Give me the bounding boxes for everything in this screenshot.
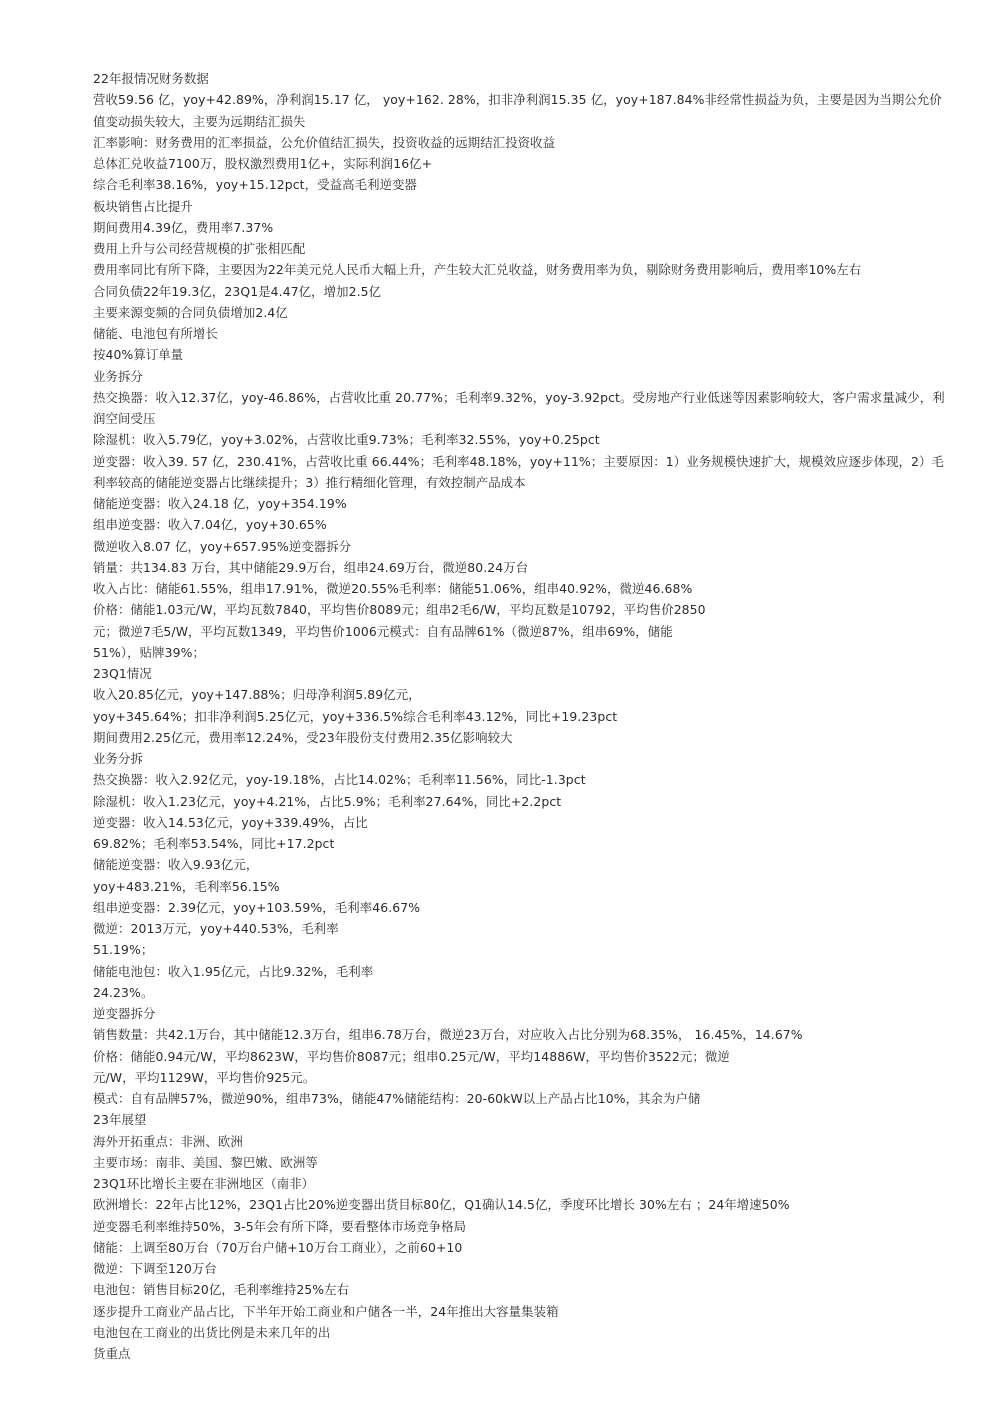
text-line: 微逆收入8.07 亿，yoy+657.95%逆变器拆分 bbox=[93, 538, 352, 554]
section-heading: 业务拆分 bbox=[93, 368, 143, 384]
text-line: 热交换器：收入12.37亿，yoy-46.86%，占营收比重 20.77%；毛利率9.32%，yoy-3.92pct。受房地产行业低迷等因素影响较大，客户需求量减少，利润空间受压 bbox=[93, 389, 945, 426]
text-line: 逆变器：收入39. 57 亿，230.41%，占营收比重 66.44%；毛利率48.18%，yoy+11%；主要原因：1）业务规模快速扩大，规模效应逐步体现，2）毛利率较高的储能逆变器占比继续提升；3）推行精细化管理，有效控制产品成本 bbox=[93, 453, 945, 490]
text-line: 海外开拓重点：非洲、欧洲 bbox=[93, 1133, 243, 1149]
text-line: 销量：共134.83 万台，其中储能29.9万台，组串24.69万台，微逆80.24万台 bbox=[93, 559, 529, 575]
text-line: 23Q1环比增长主要在非洲地区（南非） bbox=[93, 1176, 315, 1191]
text-line: 微逆：下调至120万台 bbox=[93, 1261, 217, 1276]
text-line: 主要市场：南非、美国、黎巴嫩、欧洲等 bbox=[93, 1154, 318, 1170]
text-line: 主要来源变频的合同负债增加2.4亿 bbox=[93, 304, 288, 320]
text-line: 价格：储能1.03元/W，平均瓦数7840，平均售价8089元；组串2毛6/W，平均瓦数是10792，平均售价2850 bbox=[93, 602, 706, 618]
text-line: 组串逆变器：收入7.04亿，yoy+30.65% bbox=[93, 517, 327, 533]
text-line: 收入20.85亿元，yoy+147.88%；归母净利润5.89亿元， bbox=[93, 687, 421, 703]
text-line: 储能、电池包有所增长 bbox=[93, 326, 218, 341]
text-line: 微逆：2013万元，yoy+440.53%，毛利率 bbox=[93, 921, 339, 936]
text-line: 合同负债22年19.3亿，23Q1是4.47亿，增加2.5亿 bbox=[93, 283, 382, 299]
text-line: 除湿机：收入1.23亿元，yoy+4.21%，占比5.9%；毛利率27.64%，同比+2.2pct bbox=[93, 793, 562, 809]
text-line: yoy+483.21%，毛利率56.15% bbox=[93, 878, 280, 894]
text-line: 价格：储能0.94元/W，平均8623W，平均售价8087元；组串0.25元/W，平均14886W，平均售价3522元；微逆 bbox=[93, 1048, 730, 1064]
text-line: 期间费用4.39亿，费用率7.37% bbox=[93, 219, 274, 235]
section-heading: 业务分拆 bbox=[93, 751, 143, 766]
text-line: 期间费用2.25亿元，费用率12.24%，受23年股份支付费用2.35亿影响较大 bbox=[93, 729, 513, 745]
text-line: yoy+345.64%；扣非净利润5.25亿元，yoy+336.5%综合毛利率43.12%，同比+19.23pct bbox=[93, 708, 618, 724]
text-line: 逆变器：收入14.53亿元，yoy+339.49%，占比 bbox=[93, 814, 368, 830]
text-line: 热交换器：收入2.92亿元，yoy-19.18%，占比14.02%；毛利率11.56%，同比-1.3pct bbox=[93, 772, 586, 788]
text-line: 51.19%； bbox=[93, 942, 154, 958]
text-line: 费用上升与公司经营规模的扩张相匹配 bbox=[93, 241, 306, 256]
text-line: 模式：自有品牌57%，微逆90%，组串73%，储能47%储能结构：20-60kW以上产品占比10%，其余为户储 bbox=[93, 1091, 701, 1106]
section-heading: 22年报情况财务数据 bbox=[93, 71, 209, 86]
text-line: 货重点 bbox=[93, 1346, 131, 1361]
text-line: 板块销售占比提升 bbox=[93, 198, 193, 214]
text-line: 电池包在工商业的出货比例是未来几年的出 bbox=[93, 1324, 331, 1340]
text-line: 24.23%。 bbox=[93, 984, 154, 1000]
text-line: 销售数量：共42.1万台，其中储能12.3万台，组串6.78万台，微逆23万台，对应收入占比分别为68.35%， 16.45%，14.67% bbox=[93, 1027, 803, 1043]
text-line: 逐步提升工商业产品占比，下半年开始工商业和户储各一半，24年推出大容量集装箱 bbox=[93, 1303, 559, 1319]
section-heading: 逆变器拆分 bbox=[93, 1006, 156, 1021]
text-line: 组串逆变器：2.39亿元，yoy+103.59%，毛利率46.67% bbox=[93, 899, 421, 915]
text-line: 51%），贴牌39%； bbox=[93, 644, 205, 660]
text-line: 欧洲增长：22年占比12%，23Q1占比20%逆变器出货目标80亿，Q1确认14.5亿，季度环比增长 30%左右 ；24年增速50% bbox=[93, 1197, 790, 1213]
section-heading: 23年展望 bbox=[93, 1112, 147, 1128]
text-line: 收入占比：储能61.55%，组串17.91%，微逆20.55%毛利率：储能51.06%，组串40.92%，微逆46.68% bbox=[93, 581, 693, 596]
text-line: 69.82%；毛利率53.54%，同比+17.2pct bbox=[93, 836, 335, 851]
text-line: 综合毛利率38.16%，yoy+15.12pct，受益高毛利逆变器 bbox=[93, 177, 418, 193]
text-line: 按40%算订单量 bbox=[93, 347, 184, 363]
text-line: 元；微逆7毛5/W，平均瓦数1349，平均售价1006元模式：自有品牌61%（微逆87%，组串69%，储能 bbox=[93, 623, 673, 639]
text-line: 电池包：销售目标20亿，毛利率维持25%左右 bbox=[93, 1282, 350, 1298]
text-line: 汇率影响：财务费用的汇率损益，公允价值结汇损失，投资收益的远期结汇投资收益 bbox=[93, 134, 556, 150]
text-line: 储能逆变器：收入9.93亿元， bbox=[93, 857, 259, 873]
text-line: 储能逆变器：收入24.18 亿，yoy+354.19% bbox=[93, 496, 347, 511]
text-line: 储能：上调至80万台（70万台户储+10万台工商业），之前60+10 bbox=[93, 1239, 463, 1255]
text-line: 营收59.56 亿，yoy+42.89%，净利润15.17 亿， yoy+162. 28%，扣非净利润15.35 亿，yoy+187.84%非经常性损益为负，主要是因为当期公允价值变动损失较大，主要为远期结汇损失 bbox=[93, 92, 942, 129]
text-line: 总体汇兑收益7100万，股权激烈费用1亿+，实际利润16亿+ bbox=[93, 156, 433, 171]
text-line: 费用率同比有所下降，主要因为22年美元兑人民币大幅上升，产生较大汇兑收益，财务费用率为负，剔除财务费用影响后，费用率10%左右 bbox=[93, 262, 862, 278]
text-line: 储能电池包：收入1.95亿元，占比9.32%，毛利率 bbox=[93, 963, 374, 979]
text-line: 除湿机：收入5.79亿，yoy+3.02%，占营收比重9.73%；毛利率32.55%，yoy+0.25pct bbox=[93, 432, 600, 448]
section-heading: 23Q1情况 bbox=[93, 666, 152, 681]
document-body bbox=[93, 68, 953, 1364]
text-line: 逆变器毛利率维持50%，3-5年会有所下降，要看整体市场竞争格局 bbox=[93, 1218, 467, 1234]
text-line: 元/W，平均1129W，平均售价925元。 bbox=[93, 1069, 316, 1085]
